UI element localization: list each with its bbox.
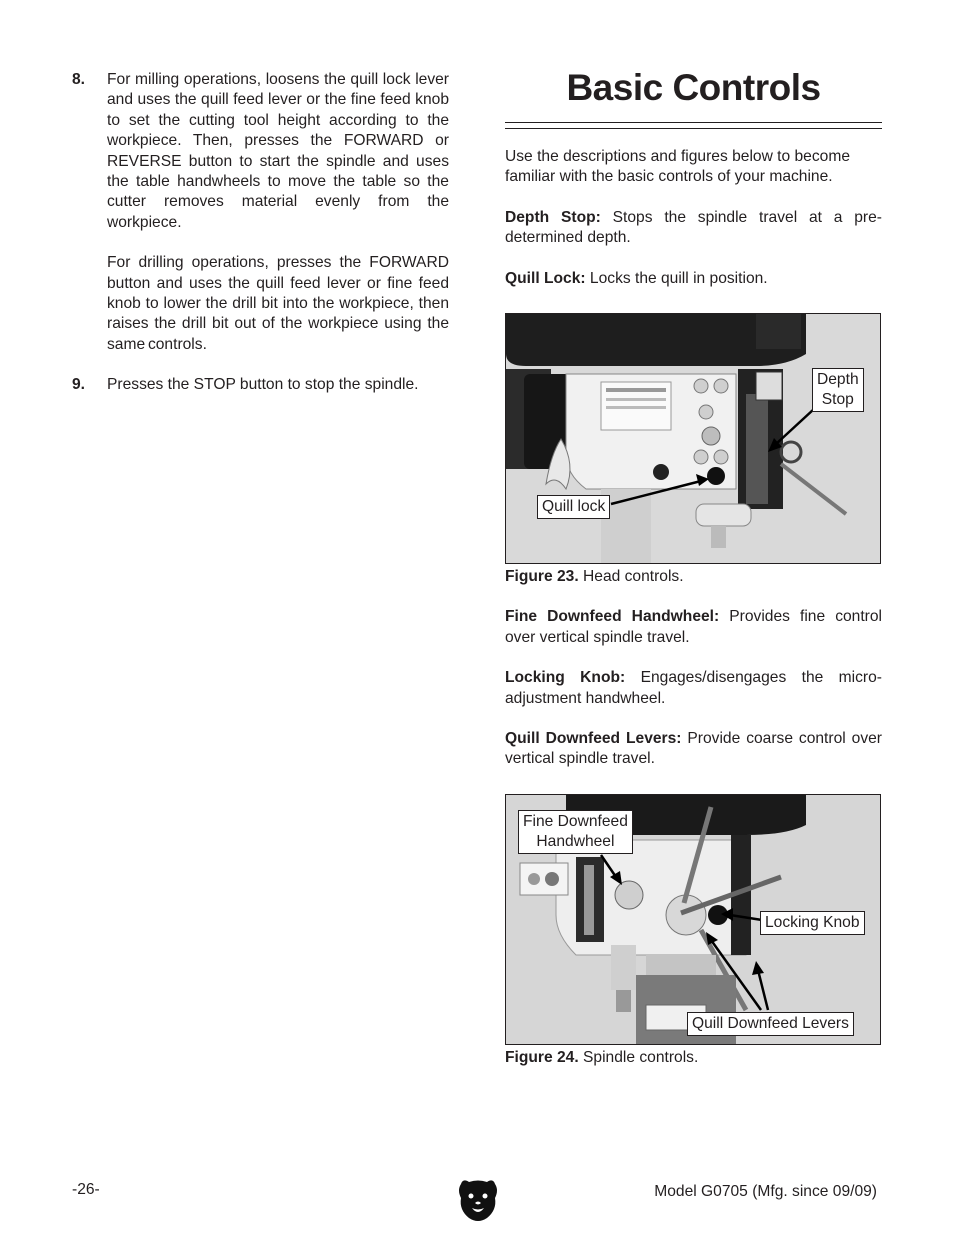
quill-levers-description [505,729,882,770]
intro-paragraph: Use the descriptions and figures below to become familiar with the basic controls of your machine. [505,148,850,186]
model-info: Model G0705 (Mfg. since 09/09) [654,1183,877,1200]
page-number: -26- [72,1181,100,1198]
figure-23-head-controls [505,313,881,564]
callout-quill-downfeed-levers: Quill Downfeed Levers [687,1012,854,1036]
callout-line: Fine Downfeed [523,812,628,830]
caption-label: Figure 24. [505,1048,579,1066]
step-8 [72,70,449,355]
caption-text: Spindle controls. [583,1048,699,1066]
locking-knob-description [505,668,882,709]
term-label: Fine Downfeed Handwheel: [505,608,720,626]
step-9 [72,375,449,395]
term-text: Provide coarse control over vertical spindle travel. [505,730,882,768]
step-number: 9. [72,376,86,394]
callout-line: Handwheel [536,832,615,850]
term-text: Engages/disengages the microadjustment handwheel. [505,669,882,707]
term-label: Quill Lock: [505,269,586,287]
figure-23-caption [505,567,882,587]
step-number: 8. [72,71,86,88]
callout-line: Stop [821,391,854,409]
caption-text: Head controls. [583,568,684,586]
term-label: Depth Stop: [505,208,601,226]
term-label: Quill Downfeed Levers: [505,730,682,748]
right-column [505,60,882,1068]
callout-locking-knob: Locking Knob [760,911,865,935]
term-label: Locking Knob: [505,669,626,687]
left-column [72,70,449,396]
step-text: For drilling operations, presses the FORWARD button and uses the quill feed lever or fine feed knob to lower the drill bit into the workpiece, then raises the drill bit out of the workpiece using the same controls. [107,254,449,353]
head-controls-photo [506,314,880,563]
figure-24-spindle-controls [505,794,881,1045]
grizzly-bear-logo-icon [457,1178,499,1224]
callout-line: Depth [817,371,859,389]
callout-depth-stop [812,368,864,412]
callout-fine-downfeed-handwheel [518,810,633,854]
step-text: Presses the STOP button to stop the spindle. [107,376,419,394]
term-text: Stops the spindle travel at a predetermined depth. [505,208,882,247]
fine-downfeed-description [505,607,882,648]
step-text: For milling operations, loosens the quill lock lever and uses the quill feed lever or the fine feed knob to set the cutting tool height according to the workpiece. Then, presses the FORWARD or REVERSE button to start the spindle and uses the table handwheels to move the table so the cutter removes material evenly from the workpiece. [107,71,449,231]
term-text: Provides fine control over vertical spindle travel. [505,608,883,646]
section-title: Basic Controls [566,67,821,108]
figure-24-caption [505,1048,882,1068]
depth-stop-description [505,208,882,249]
term-text: Locks the quill in position. [589,269,768,287]
callout-quill-lock: Quill lock [537,495,610,519]
quill-lock-description [505,269,882,289]
caption-label: Figure 23. [505,568,579,586]
